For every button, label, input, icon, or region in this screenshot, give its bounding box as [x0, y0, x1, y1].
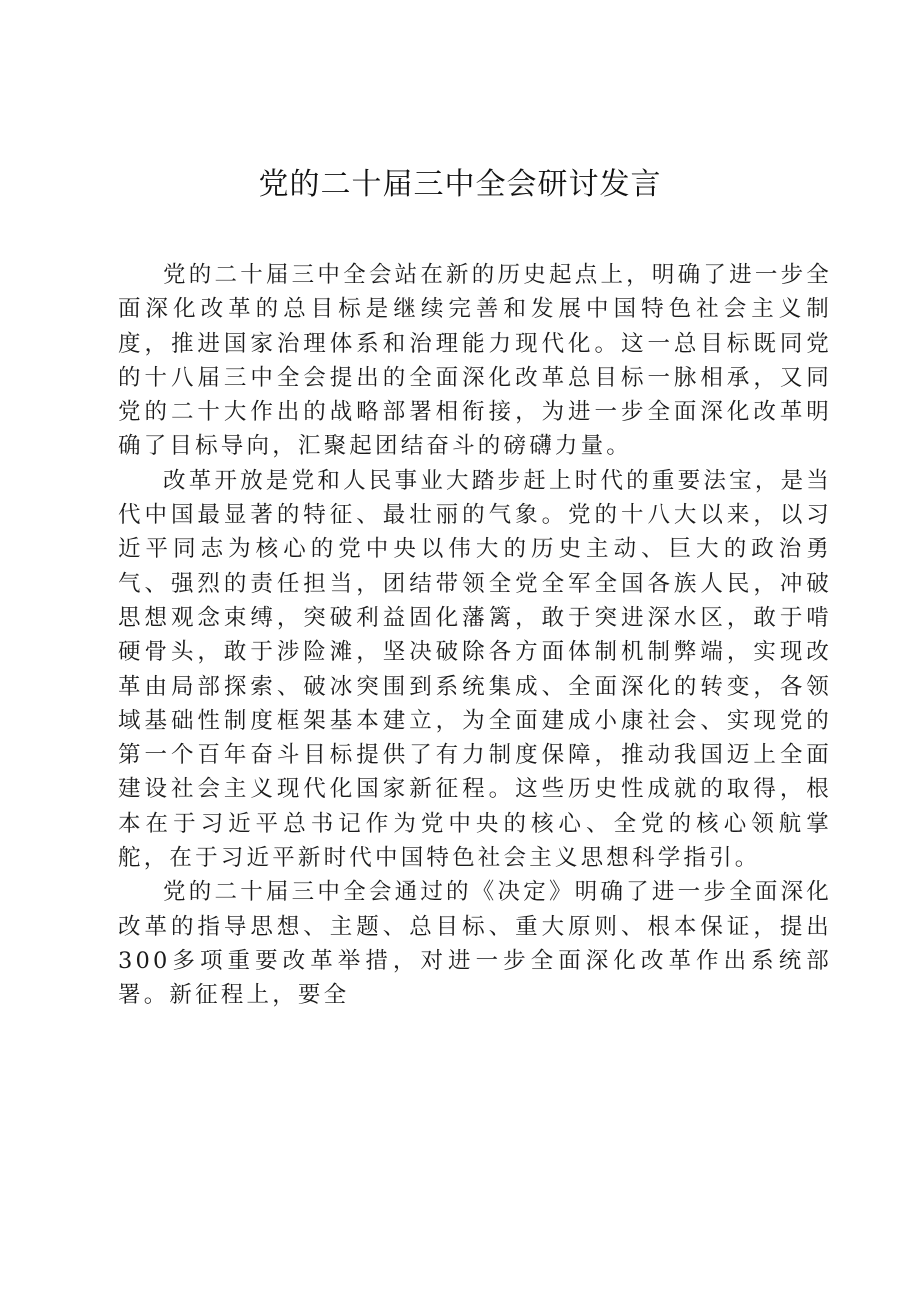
- document-title: 党的二十届三中全会研讨发言: [258, 167, 662, 202]
- document-body: [118, 258, 832, 1013]
- paragraph-1: 党的二十届三中全会站在新的历史起点上，明确了进一步全面深化改革的总目标是继续完善和发展中国特色社会主义制度，推进国家治理体系和治理能力现代化。这一总目标既同党的十八届三中全会提出的全面深化改革总目标一脉相承，又同党的二十大作出的战略部署相衔接，为进一步全面深化改革明确了目标导向，汇聚起团结奋斗的磅礴力量。: [118, 262, 832, 460]
- paragraph-2: 改革开放是党和人民事业大踏步赶上时代的重要法宝，是当代中国最显著的特征、最壮丽的气象。党的十八大以来，以习近平同志为核心的党中央以伟大的历史主动、巨大的政治勇气、强烈的责任担当，团结带领全党全军全国各族人民，冲破思想观念束缚，突破利益固化藩篱，敢于突进深水区，敢于啃硬骨头，敢于涉险滩，坚决破除各方面体制机制弊端，实现改革由局部探索、破冰突围到系统集成、全面深化的转变，各领域基础性制度框架基本建立，为全面建成小康社会、实现党的第一个百年奋斗目标提供了有力制度保障，推动我国迈上全面建设社会主义现代化国家新征程。这些历史性成就的取得，根本在于习近平总书记作为党中央的核心、全党的核心领航掌舵，在于习近平新时代中国特色社会主义思想科学指引。: [118, 467, 832, 872]
- paragraph-3: 党的二十届三中全会通过的《决定》明确了进一步全面深化改革的指导思想、主题、总目标、重大原则、根本保证，提出300多项重要改革举措，对进一步全面深化改革作出系统部署。新征程上，要全: [118, 879, 832, 1009]
